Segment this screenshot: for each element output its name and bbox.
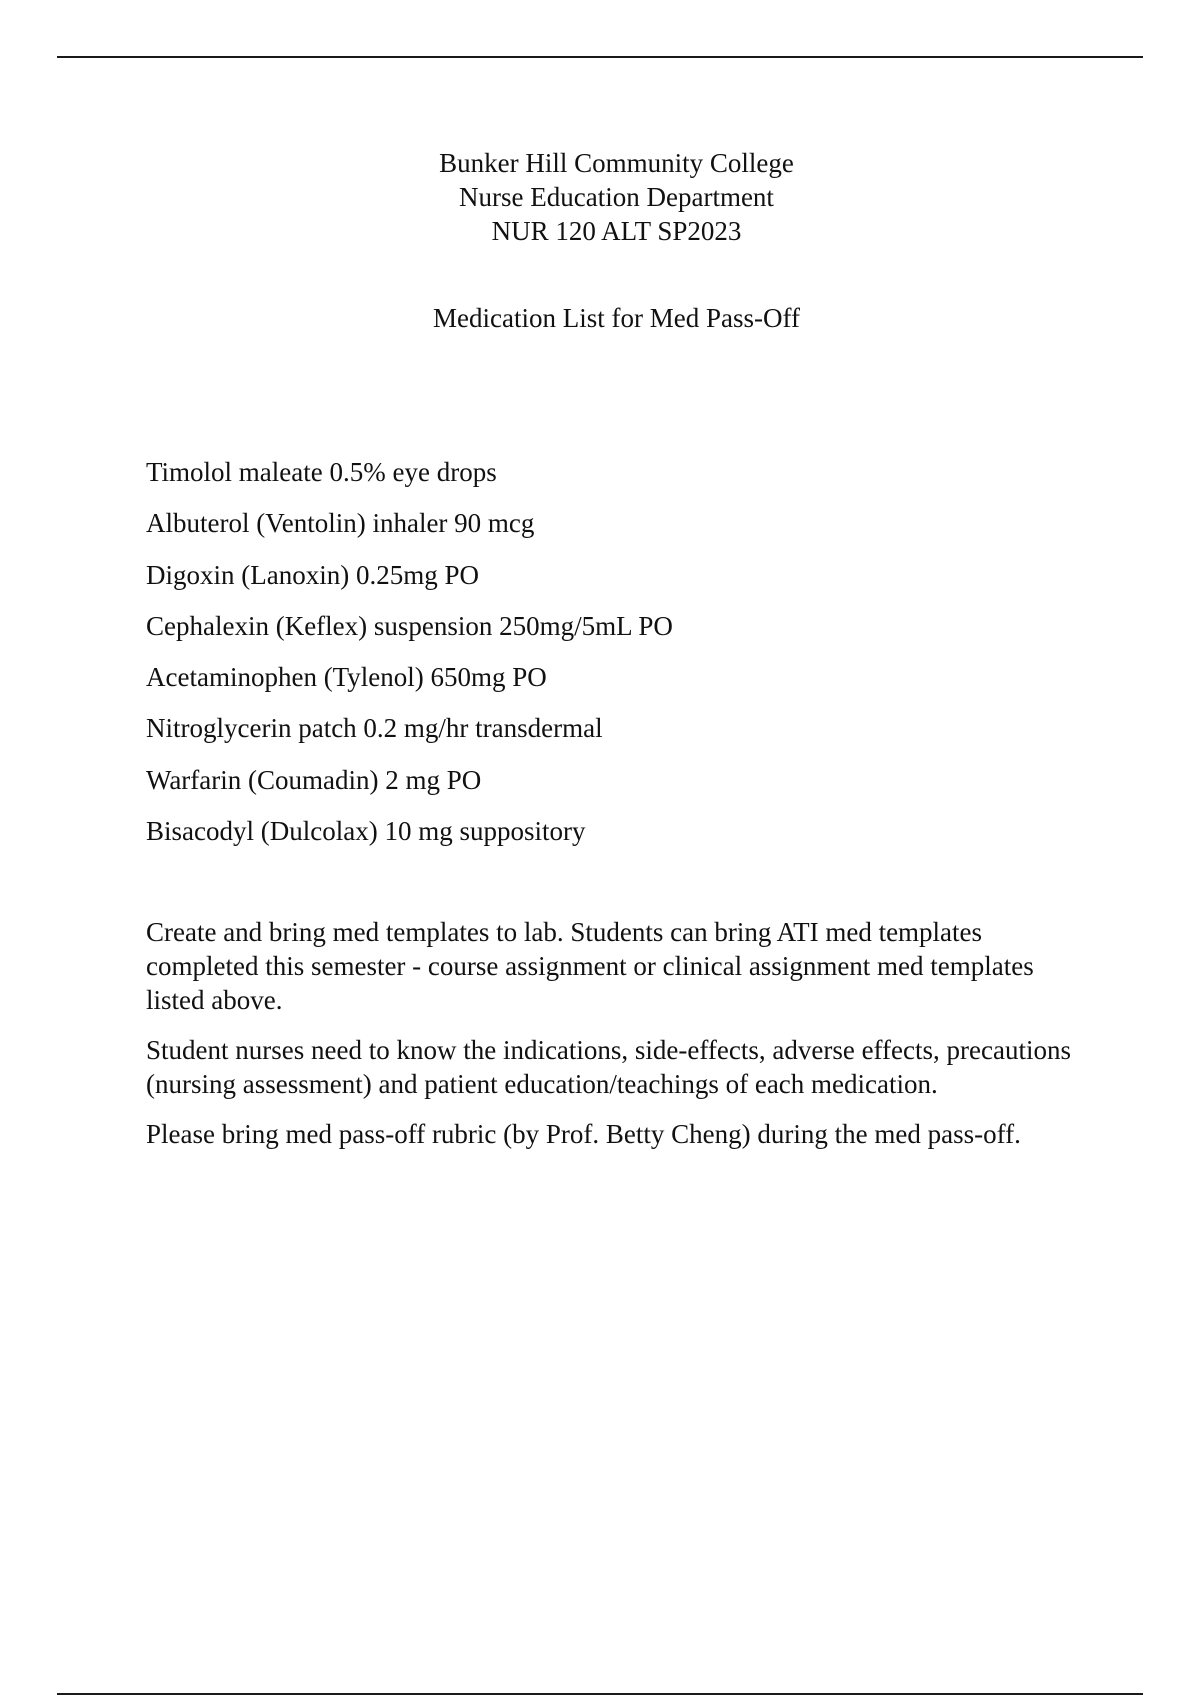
medication-item: Acetaminophen (Tylenol) 650mg PO xyxy=(146,662,547,693)
medication-item: Albuterol (Ventolin) inhaler 90 mcg xyxy=(146,508,535,539)
document-header xyxy=(0,146,1200,248)
medication-item: Timolol maleate 0.5% eye drops xyxy=(146,457,497,487)
medication-item: Digoxin (Lanoxin) 0.25mg PO xyxy=(146,559,479,590)
instruction-paragraph: Student nurses need to know the indications, side-effects, adverse effects, precautions (nursing assessment) and patient education/teachings of each medication. xyxy=(146,1035,1071,1099)
bottom-rule xyxy=(57,1693,1143,1695)
medication-item: Cephalexin (Keflex) suspension 250mg/5mL PO xyxy=(146,610,673,641)
top-rule xyxy=(57,56,1143,58)
institution-name: Bunker Hill Community College xyxy=(439,148,794,178)
medication-list xyxy=(146,455,673,865)
department-name: Nurse Education Department xyxy=(459,182,774,212)
instruction-paragraph: Please bring med pass-off rubric (by Prof. Betty Cheng) during the med pass-off. xyxy=(146,1119,1021,1149)
medication-item: Nitroglycerin patch 0.2 mg/hr transdermal xyxy=(146,713,603,744)
document-title: Medication List for Med Pass-Off xyxy=(433,303,800,333)
instruction-paragraph: Create and bring med templates to lab. Students can bring ATI med templates completed this semester - course assignment or clinical assignment med templates listed above. xyxy=(146,917,1034,1015)
medication-item: Warfarin (Coumadin) 2 mg PO xyxy=(146,764,482,795)
medication-item: Bisacodyl (Dulcolax) 10 mg suppository xyxy=(146,816,586,847)
instructions xyxy=(146,915,1096,1167)
course-code: NUR 120 ALT SP2023 xyxy=(491,216,742,246)
